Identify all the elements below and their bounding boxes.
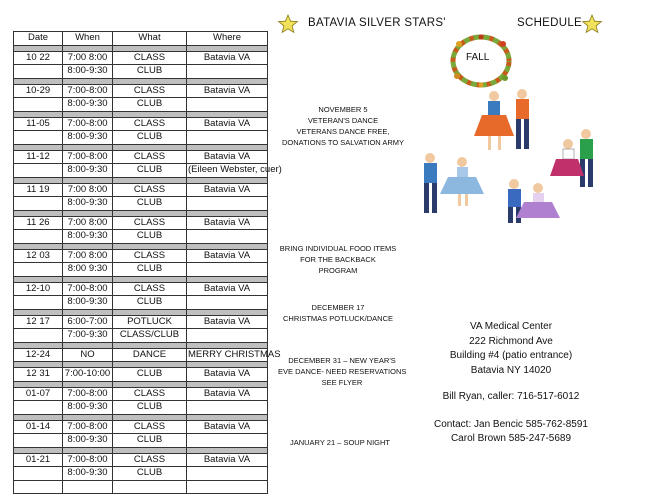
cell-date (14, 296, 63, 310)
cell-where (187, 480, 268, 494)
cell-what: CLASS (113, 282, 187, 296)
cell-what: CLASS/CLUB (113, 329, 187, 343)
col-header-what: What (113, 32, 187, 46)
cell-where (187, 230, 268, 244)
cell-date: 10 22 (14, 51, 63, 65)
note-line: JANUARY 21 – SOUP NIGHT (289, 438, 391, 447)
table-row (14, 467, 268, 481)
cell-where: Batavia VA (187, 368, 268, 382)
table-row (14, 65, 268, 79)
note-line: EVE DANCE- NEED RESERVATIONS (278, 367, 407, 376)
cell-when: 7:00-10:00 (63, 368, 113, 382)
cell-date (14, 467, 63, 481)
table-row (14, 84, 268, 98)
note-line: VETERAN'S DANCE (307, 116, 379, 125)
cell-what: CLASS (113, 216, 187, 230)
cell-when: 7:00-8:00 (63, 150, 113, 164)
col-header-date: Date (14, 32, 63, 46)
note-food-items (273, 243, 403, 276)
cell-where (187, 296, 268, 310)
cell-where: Batavia VA (187, 216, 268, 230)
table-row (14, 282, 268, 296)
cell-what: POTLUCK (113, 315, 187, 329)
cell-what: CLUB (113, 197, 187, 211)
cell-where (187, 467, 268, 481)
dancer-couple-bottom (508, 179, 560, 223)
square-dancers-image (418, 88, 614, 224)
note-line: DONATIONS TO SALVATION ARMY (281, 138, 405, 147)
cell-when: 7:00 8:00 (63, 216, 113, 230)
schedule-table (13, 31, 282, 494)
cell-what: CLASS (113, 453, 187, 467)
table-row (14, 131, 268, 145)
cell-what: CLASS (113, 420, 187, 434)
table-row (14, 197, 268, 211)
table-row (14, 117, 268, 131)
table-row (14, 401, 268, 415)
cell-where: Batavia VA (187, 117, 268, 131)
cell-where: Batavia VA (187, 453, 268, 467)
cell-where: Batavia VA (187, 387, 268, 401)
col-header-where: Where (187, 32, 268, 46)
cell-date: 11 26 (14, 216, 63, 230)
cell-when: 7:00-8:00 (63, 420, 113, 434)
cell-where (187, 329, 268, 343)
cell-what: CLASS (113, 84, 187, 98)
cell-what: CLUB (113, 65, 187, 79)
cell-when: 8:00-9:30 (63, 164, 113, 178)
note-line: VETERANS DANCE FREE, (296, 127, 390, 136)
cell-what: CLASS (113, 117, 187, 131)
table-row (14, 329, 268, 343)
table-row (14, 98, 268, 112)
cell-date: 01-14 (14, 420, 63, 434)
cell-date: 11-05 (14, 117, 63, 131)
cell-when: 8:00-9:30 (63, 467, 113, 481)
cell-what (113, 480, 187, 494)
note-january-21 (278, 437, 402, 448)
cell-when: 7:00-8:00 (63, 282, 113, 296)
contact-line: Carol Brown 585-247-5689 (450, 433, 572, 444)
cell-when: 8:00-9:30 (63, 230, 113, 244)
table-row (14, 230, 268, 244)
caller-info: Bill Ryan, caller: 716-517-6012 (442, 391, 580, 402)
cell-when: 8:00-9:30 (63, 197, 113, 211)
cell-date: 11 19 (14, 183, 63, 197)
cell-when: 7:00 8:00 (63, 183, 113, 197)
note-line: FOR THE BACKBACK (300, 255, 376, 264)
page-title: BATAVIA SILVER STARS' (308, 17, 446, 29)
cell-where: Batavia VA (187, 249, 268, 263)
cell-when: 8:00-9:30 (63, 131, 113, 145)
cell-where: Batavia VA (187, 150, 268, 164)
cell-date: 01-07 (14, 387, 63, 401)
note-line: CHRISTMAS POTLUCK/DANCE (282, 314, 393, 323)
cell-when: 7:00-8:00 (63, 84, 113, 98)
venue-line: Batavia NY 14020 (470, 364, 552, 376)
note-december-31 (278, 355, 406, 388)
note-line: NOVEMBER 5 (318, 105, 368, 114)
cell-date: 10-29 (14, 84, 63, 98)
cell-where (187, 263, 268, 277)
cell-date: 12-24 (14, 348, 63, 362)
dancer-couple-left (424, 153, 484, 213)
cell-what: CLASS (113, 183, 187, 197)
note-december-17 (278, 302, 398, 324)
table-row (14, 296, 268, 310)
table-row (14, 387, 268, 401)
schedule-body (14, 45, 282, 494)
cell-where (187, 401, 268, 415)
contact-info (426, 418, 596, 446)
cell-when: 8:00-9:30 (63, 401, 113, 415)
title-row (278, 14, 608, 34)
cell-where (187, 434, 268, 448)
note-november-5 (278, 104, 408, 148)
table-row (14, 216, 268, 230)
table-row (14, 434, 268, 448)
cell-when: 8:00-9:30 (63, 434, 113, 448)
cell-where: Batavia VA (187, 183, 268, 197)
dancer-couple-right (550, 129, 593, 187)
cell-what: CLASS (113, 51, 187, 65)
note-line: BRING INDIVIDUAL FOOD ITEMS (279, 244, 397, 253)
cell-when: 7:00-8:00 (63, 453, 113, 467)
cell-what: CLUB (113, 368, 187, 382)
venue-line: VA Medical Center (469, 321, 553, 332)
note-line: PROGRAM (318, 266, 358, 275)
table-row (14, 453, 268, 467)
cell-where (187, 65, 268, 79)
table-row (14, 315, 268, 329)
cell-date: 12 31 (14, 368, 63, 382)
cell-when (63, 480, 113, 494)
note-line: DECEMBER 17 (311, 303, 365, 312)
table-row (14, 183, 268, 197)
cell-when: 8:00-9:30 (63, 65, 113, 79)
cell-when: 8:00 9:30 (63, 263, 113, 277)
page-title-schedule: SCHEDULE (517, 17, 583, 29)
cell-what: CLUB (113, 401, 187, 415)
cell-where: (Eileen Webster, cuer) (188, 164, 282, 176)
cell-when: 7:00 8:00 (63, 249, 113, 263)
cell-when: 7:00-8:00 (63, 117, 113, 131)
cell-date (14, 434, 63, 448)
cell-where: Batavia VA (187, 51, 268, 65)
cell-date: 12-10 (14, 282, 63, 296)
cell-date (14, 197, 63, 211)
cell-date: 12 17 (14, 315, 63, 329)
cell-what: CLUB (113, 164, 187, 178)
table-row (14, 164, 268, 178)
cell-where: MERRY CHRISTMAS (188, 348, 281, 360)
cell-what: CLASS (113, 387, 187, 401)
cell-date (14, 164, 63, 178)
table-row (14, 150, 268, 164)
cell-what: CLASS (113, 150, 187, 164)
star-icon (278, 14, 298, 34)
cell-when: 8:00-9:30 (63, 98, 113, 112)
cell-what: CLUB (113, 467, 187, 481)
note-line: SEE FLYER (321, 378, 363, 387)
cell-date (14, 98, 63, 112)
cell-date (14, 131, 63, 145)
table-row (14, 51, 268, 65)
cell-what: CLUB (113, 434, 187, 448)
cell-date (14, 401, 63, 415)
cell-where (187, 131, 268, 145)
cell-where (187, 197, 268, 211)
cell-what: CLUB (113, 263, 187, 277)
cell-what: CLUB (113, 98, 187, 112)
cell-date: 01-21 (14, 453, 63, 467)
cell-date (14, 480, 63, 494)
col-header-when: When (63, 32, 113, 46)
cell-what: CLUB (113, 131, 187, 145)
table-row (14, 368, 268, 382)
cell-what: CLASS (113, 249, 187, 263)
table-header-row (14, 32, 268, 46)
note-line: DECEMBER 31 – NEW YEAR'S (288, 356, 396, 365)
table-row (14, 348, 268, 362)
star-icon (582, 14, 602, 34)
cell-date: 12 03 (14, 249, 63, 263)
cell-where (187, 98, 268, 112)
table-row (14, 420, 268, 434)
cell-what: DANCE (113, 348, 187, 362)
cell-date (14, 329, 63, 343)
contact-line: Contact: Jan Bencic 585-762-8591 (434, 419, 588, 430)
venue-address (432, 320, 590, 378)
cell-when: NO (63, 348, 113, 362)
cell-when: 8:00-9:30 (63, 296, 113, 310)
cell-where: Batavia VA (187, 282, 268, 296)
cell-where: Batavia VA (187, 420, 268, 434)
fall-label: FALL (466, 52, 490, 63)
dancer-couple-top (474, 89, 529, 150)
cell-date: 11-12 (14, 150, 63, 164)
cell-date (14, 65, 63, 79)
cell-date (14, 263, 63, 277)
cell-date (14, 230, 63, 244)
cell-when: 7:00-8:00 (63, 387, 113, 401)
cell-when: 7:00 8:00 (63, 51, 113, 65)
venue-line: Building #4 (patio entrance) (449, 350, 573, 361)
cell-where: Batavia VA (187, 315, 268, 329)
cell-what: CLUB (113, 230, 187, 244)
venue-line: 222 Richmond Ave (469, 335, 553, 347)
table-row (14, 249, 268, 263)
cell-where: Batavia VA (187, 84, 268, 98)
cell-when: 6:00-7:00 (63, 315, 113, 329)
table-row (14, 263, 268, 277)
cell-when: 7:00-9:30 (63, 329, 113, 343)
table-row (14, 480, 268, 494)
cell-what: CLUB (113, 296, 187, 310)
